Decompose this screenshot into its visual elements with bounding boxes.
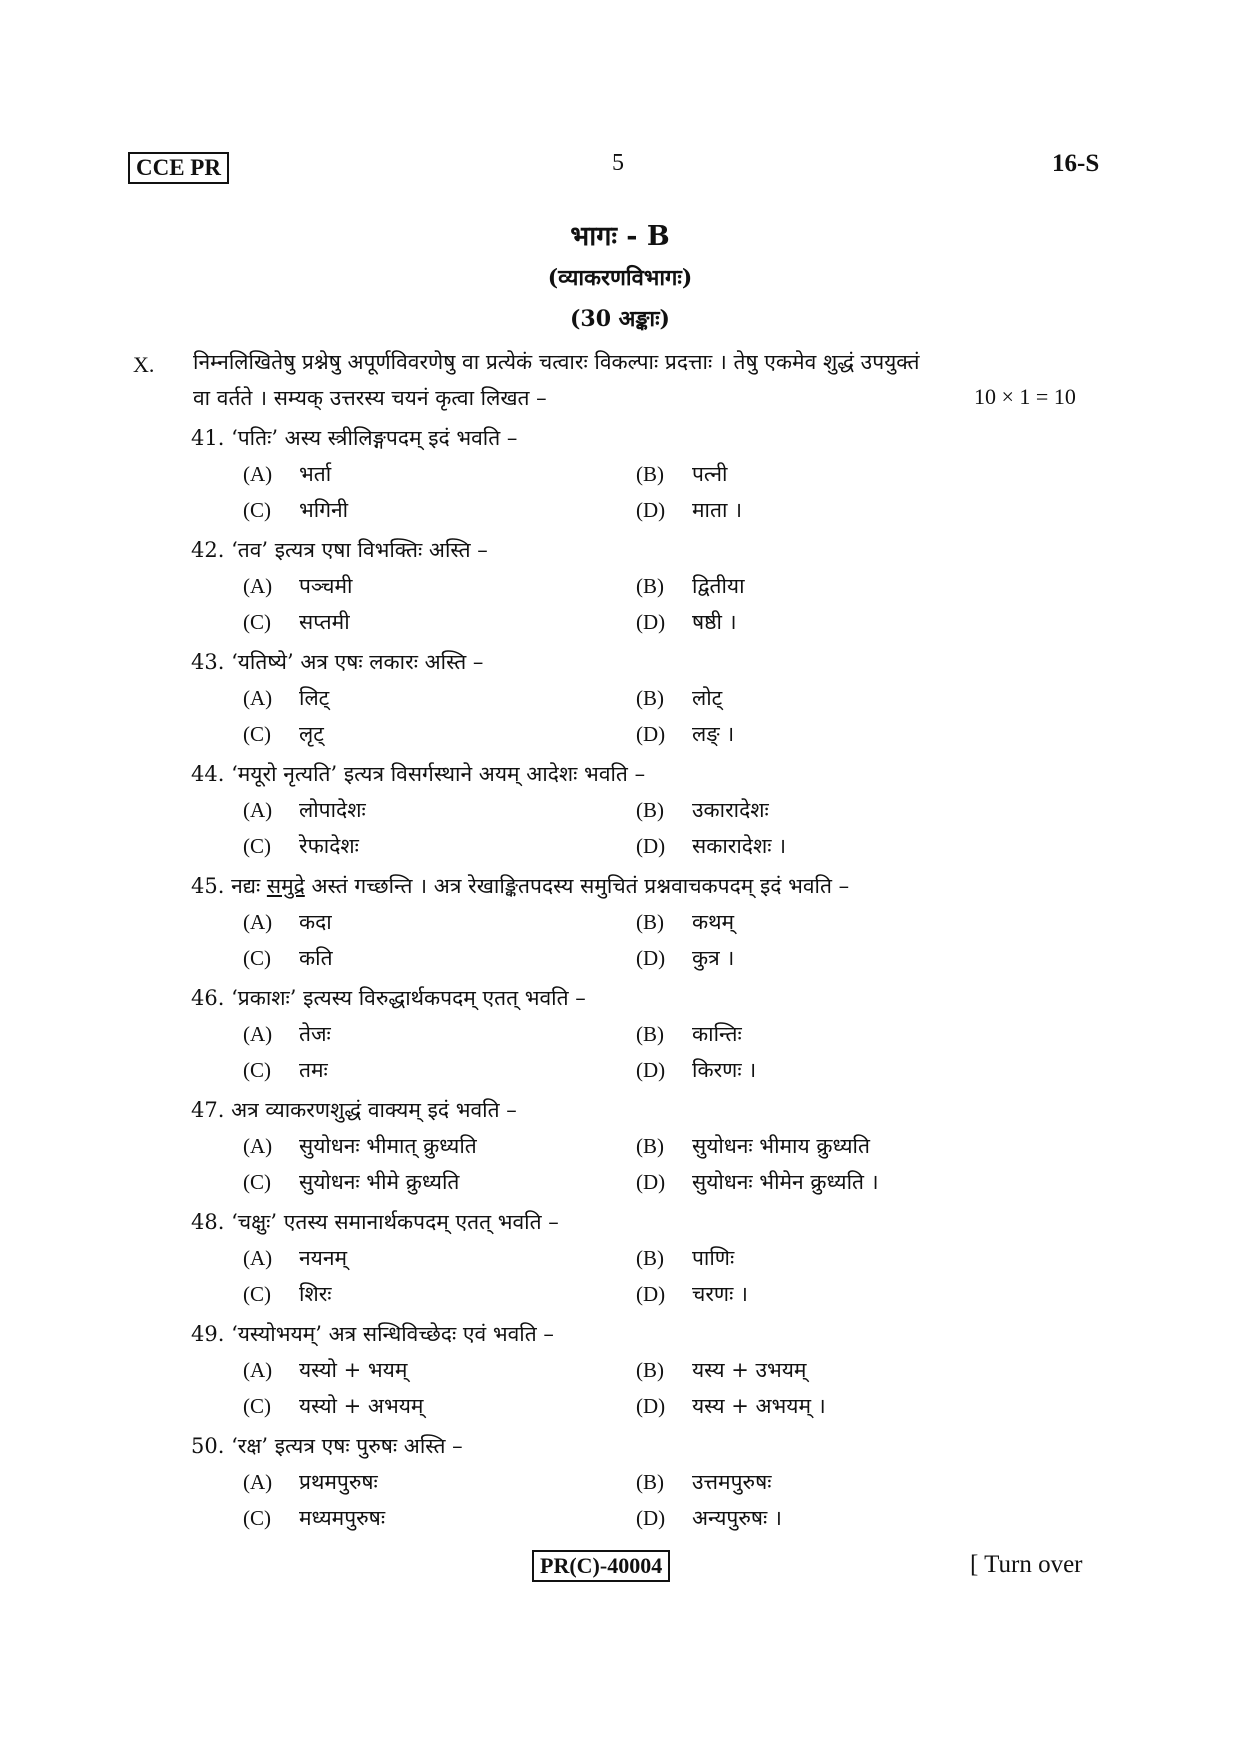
question-text: 49. ‘यस्योभयम्’ अत्र सन्धिविच्छेदः एवं भवति – [191, 1322, 554, 1346]
option-d [636, 1280, 748, 1308]
question-text: 41. ‘पतिः’ अस्य स्त्रीलिङ्गपदम् इदं भवति – [191, 426, 518, 450]
option-d [636, 496, 742, 524]
option-label: (C) [243, 1506, 271, 1530]
option-b [636, 796, 769, 824]
option-label: (D) [636, 1282, 666, 1306]
option-label: (D) [636, 946, 666, 970]
option-text: यस्य + उभयम् [692, 1358, 807, 1382]
option-label: (D) [636, 610, 666, 634]
instruction-line-1: निम्नलिखितेषु प्रश्नेषु अपूर्णविवरणेषु वा प्रत्येकं चत्वारः विकल्पाः प्रदत्ताः । तेषु एकमेव शुद्धं उपयुक्तं [193, 350, 920, 374]
option-label: (A) [243, 686, 273, 710]
option-text: कथम् [692, 910, 735, 934]
option-label: (D) [636, 834, 666, 858]
option-a [243, 460, 331, 488]
option-text: सुयोधनः भीमात् क्रुध्यति [299, 1134, 477, 1158]
option-text: पाणिः [692, 1246, 735, 1270]
option-label: (C) [243, 946, 271, 970]
option-text: कान्तिः [692, 1022, 742, 1046]
option-text: लृट् [299, 722, 324, 746]
option-text: यस्यो + भयम् [299, 1358, 408, 1382]
option-text: नयनम् [299, 1246, 348, 1270]
option-text: लिट् [299, 686, 330, 710]
option-b [636, 1468, 771, 1496]
option-text: रेफादेशः [299, 834, 359, 858]
option-text: षष्ठी । [692, 610, 737, 634]
option-a [243, 684, 329, 712]
option-a [243, 1132, 477, 1160]
footer-code-box: PR(C)-40004 [532, 1550, 670, 1582]
option-b [636, 1244, 734, 1272]
option-text: सुयोधनः भीमाय क्रुध्यति [692, 1134, 870, 1158]
question-prefix: 45. नद्यः [191, 874, 261, 898]
section-subtitle: (व्याकरणविभागः) [547, 265, 693, 291]
option-text: तमः [299, 1058, 328, 1082]
option-label: (C) [243, 1058, 271, 1082]
option-label: (A) [243, 1358, 273, 1382]
option-text: मध्यमपुरुषः [299, 1506, 386, 1530]
option-label: (A) [243, 1134, 273, 1158]
option-text: प्रथमपुरुषः [299, 1470, 378, 1494]
option-text: तेजः [299, 1022, 331, 1046]
option-b [636, 1020, 742, 1048]
option-label: (D) [636, 1058, 666, 1082]
option-label: (C) [243, 1394, 271, 1418]
underlined-word: समुद्रे [266, 874, 305, 898]
option-label: (A) [243, 574, 273, 598]
option-text: यस्यो + अभयम् [299, 1394, 424, 1418]
option-label: (D) [636, 1506, 666, 1530]
option-a [243, 572, 353, 600]
section-title: भागः - B [570, 221, 670, 252]
option-label: (C) [243, 498, 271, 522]
option-c [243, 496, 348, 524]
option-label: (C) [243, 722, 271, 746]
option-c [243, 1280, 332, 1308]
option-label: (C) [243, 610, 271, 634]
option-b [636, 684, 722, 712]
option-text: किरणः । [692, 1058, 757, 1082]
question-text: 46. ‘प्रकाशः’ इत्यस्य विरुद्धार्थकपदम् एतत् भवति – [191, 986, 586, 1010]
option-c [243, 608, 350, 636]
option-label: (D) [636, 1394, 666, 1418]
question-suffix: अस्तं गच्छन्ति । अत्र रेखाङ्कितपदस्य समुचितं प्रश्नवाचकपदम् इदं भवति – [311, 874, 850, 898]
option-text: उकारादेशः [692, 798, 769, 822]
option-label: (A) [243, 798, 273, 822]
question-text: 47. अत्र व्याकरणशुद्धं वाक्यम् इदं भवति – [191, 1098, 517, 1122]
option-text: अन्यपुरुषः । [692, 1506, 782, 1530]
option-label: (C) [243, 1282, 271, 1306]
question-text: 50. ‘रक्ष’ इत्यत्र एषः पुरुषः अस्ति – [191, 1434, 463, 1458]
option-b [636, 460, 727, 488]
option-text: चरणः । [692, 1282, 748, 1306]
option-label: (A) [243, 910, 273, 934]
option-label: (B) [636, 686, 664, 710]
option-b [636, 572, 745, 600]
option-text: कदा [299, 910, 332, 934]
instruction-number: X. [133, 352, 155, 377]
option-c [243, 832, 359, 860]
option-c [243, 1168, 459, 1196]
option-b [636, 908, 734, 936]
option-d [636, 832, 786, 860]
option-d [636, 944, 734, 972]
option-text: भगिनी [299, 498, 349, 522]
option-text: लोट् [692, 686, 723, 710]
option-text: पञ्चमी [299, 574, 353, 598]
option-text: सकारादेशः । [692, 834, 787, 858]
option-label: (D) [636, 498, 666, 522]
option-text: सुयोधनः भीमेन क्रुध्यति । [692, 1170, 879, 1194]
option-label: (B) [636, 1358, 664, 1382]
option-text: पत्नी [692, 462, 728, 486]
option-text: सप्तमी [299, 610, 350, 634]
option-text: लोपादेशः [299, 798, 366, 822]
option-text: कुत्र । [692, 946, 735, 970]
option-c [243, 720, 324, 748]
option-a [243, 1468, 378, 1496]
option-d [636, 1056, 756, 1084]
option-c [243, 1504, 385, 1532]
paper-id: 16-S [1052, 150, 1100, 177]
instruction-line-2: वा वर्तते । सम्यक् उत्तरस्य चयनं कृत्वा लिखत – [193, 386, 547, 410]
option-b [636, 1132, 870, 1160]
option-text: माता । [692, 498, 743, 522]
option-text: शिरः [299, 1282, 332, 1306]
page-number: 5 [612, 150, 624, 176]
option-d [636, 1392, 826, 1420]
option-a [243, 1356, 407, 1384]
option-label: (B) [636, 1246, 664, 1270]
option-text: लङ् । [692, 722, 735, 746]
option-d [636, 1504, 782, 1532]
option-c [243, 1392, 423, 1420]
option-label: (D) [636, 1170, 666, 1194]
option-c [243, 1056, 328, 1084]
option-label: (B) [636, 462, 664, 486]
option-text: भर्ता [299, 462, 332, 486]
option-b [636, 1356, 806, 1384]
option-text: कति [299, 946, 333, 970]
option-label: (A) [243, 462, 273, 486]
option-a [243, 1020, 331, 1048]
option-d [636, 1168, 879, 1196]
option-label: (B) [636, 574, 664, 598]
question-text: 43. ‘यतिष्ये’ अत्र एषः लकारः अस्ति – [191, 650, 484, 674]
option-label: (A) [243, 1470, 273, 1494]
option-label: (B) [636, 1134, 664, 1158]
section-marks: (30 अङ्काः) [570, 306, 670, 332]
question-text [191, 872, 849, 900]
option-label: (C) [243, 1170, 271, 1194]
option-text: यस्य + अभयम् । [692, 1394, 826, 1418]
option-a [243, 796, 366, 824]
turn-over-note: [ Turn over [970, 1551, 1083, 1578]
question-text: 48. ‘चक्षुः’ एतस्य समानार्थकपदम् एतत् भवति – [191, 1210, 559, 1234]
option-label: (A) [243, 1246, 273, 1270]
option-label: (A) [243, 1022, 273, 1046]
option-text: द्वितीया [692, 574, 745, 598]
option-a [243, 908, 332, 936]
option-label: (D) [636, 722, 666, 746]
option-label: (B) [636, 910, 664, 934]
option-a [243, 1244, 347, 1272]
question-text: 42. ‘तव’ इत्यत्र एषा विभक्तिः अस्ति – [191, 538, 488, 562]
paper-code-box: CCE PR [128, 152, 229, 184]
option-label: (B) [636, 1022, 664, 1046]
option-label: (B) [636, 1470, 664, 1494]
option-text: सुयोधनः भीमे क्रुध्यति [299, 1170, 460, 1194]
option-label: (C) [243, 834, 271, 858]
option-c [243, 944, 333, 972]
option-label: (B) [636, 798, 664, 822]
question-text: 44. ‘मयूरो नृत्यति’ इत्यत्र विसर्गस्थाने अयम् आदेशः भवति – [191, 762, 646, 786]
instruction-marks: 10 × 1 = 10 [974, 384, 1076, 409]
option-d [636, 720, 734, 748]
option-text: उत्तमपुरुषः [692, 1470, 772, 1494]
option-d [636, 608, 737, 636]
